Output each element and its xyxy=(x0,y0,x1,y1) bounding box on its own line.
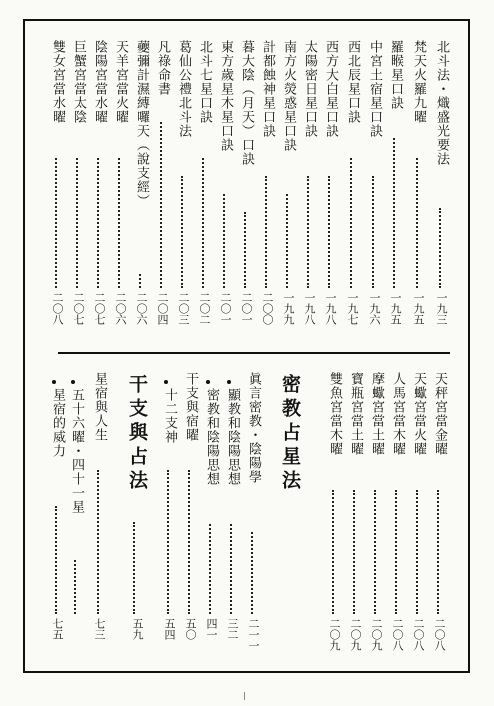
toc-entry-page: 二〇六 xyxy=(114,292,127,325)
toc-entry-page: 二〇八 xyxy=(433,618,446,651)
toc-entry-title[interactable]: 干支與宿曜 xyxy=(183,372,198,442)
leader-dots xyxy=(55,506,63,614)
toc-entry-title[interactable]: 凡祿命書 xyxy=(155,40,170,96)
leader-dots xyxy=(55,158,63,288)
toc-entry-title[interactable]: 東方歲星木星口訣 xyxy=(218,40,233,152)
section-title-ganzhi-divination[interactable]: 干支與占法 xyxy=(126,374,148,494)
toc-entry-title[interactable]: 葛仙公禮北斗法 xyxy=(176,40,191,138)
leader-dots xyxy=(416,490,424,614)
leader-dots xyxy=(439,208,447,288)
leader-dots xyxy=(307,176,315,288)
toc-entry-page: 五四 xyxy=(163,618,176,640)
toc-entry-page: 二〇八 xyxy=(51,292,64,325)
toc-entry-page: 二〇〇 xyxy=(261,292,274,325)
leader-dots xyxy=(265,176,273,288)
leader-dots xyxy=(223,194,231,288)
section-title-esoteric-astrology[interactable]: 密教占星法 xyxy=(279,374,301,494)
toc-entry-page: 二〇七 xyxy=(93,292,106,325)
toc-entry-page: 一九八 xyxy=(303,292,316,325)
leader-dots xyxy=(286,194,294,288)
toc-entry-title[interactable]: 雙女宮當水曜 xyxy=(50,40,65,124)
toc-entry-title[interactable]: 星宿與人生 xyxy=(92,372,107,442)
toc-entry-title[interactable]: 虁彌計濕縛囉天（說支經） xyxy=(134,40,149,208)
toc-entry-page: 二〇七 xyxy=(72,292,85,325)
toc-entry-page: 二〇九 xyxy=(349,618,362,651)
leader-dots xyxy=(251,532,259,614)
toc-entry-title[interactable]: 摩蠍宮當土曜 xyxy=(369,372,384,456)
leader-dots xyxy=(74,560,82,614)
toc-entry-page: 二〇二 xyxy=(198,292,211,325)
toc-entry-title[interactable]: 眞言密教・陰陽學 xyxy=(246,372,261,484)
toc-entry-title[interactable]: 西方大白星口訣 xyxy=(323,40,338,138)
bullet-dot xyxy=(206,380,210,384)
toc-entry-title[interactable]: 寶瓶宮當土曜 xyxy=(348,372,363,456)
toc-entry-title[interactable]: 星宿的威力 xyxy=(50,388,65,458)
leader-dots xyxy=(118,158,126,288)
toc-entry-page: 一九三 xyxy=(435,292,448,325)
toc-entry-title[interactable]: 梵天火羅九曜 xyxy=(411,40,426,124)
toc-entry-title[interactable]: 巨蟹宮當太陰 xyxy=(71,40,86,124)
leader-dots xyxy=(328,176,336,288)
toc-entry-title[interactable]: 北斗法・熾盛光要法 xyxy=(434,40,449,166)
toc-entry-title[interactable]: 北斗七星口訣 xyxy=(197,40,212,124)
toc-entry-title[interactable]: 人馬宮當木曜 xyxy=(390,372,405,456)
toc-entry-title[interactable]: 西北辰星口訣 xyxy=(345,40,360,124)
leader-dots xyxy=(188,470,196,614)
binding-tick xyxy=(244,692,245,700)
leader-dots xyxy=(230,524,238,614)
bullet-dot xyxy=(52,380,56,384)
toc-entry-title[interactable]: 羅睺星口訣 xyxy=(388,40,403,110)
leader-dots xyxy=(353,490,361,614)
leader-dots xyxy=(133,522,141,614)
toc-entry-page: 二〇八 xyxy=(391,618,404,651)
leader-dots xyxy=(332,490,340,614)
toc-entry-page: 二〇八 xyxy=(412,618,425,651)
toc-entry-title[interactable]: 密教和陰陽思想 xyxy=(204,388,219,486)
toc-entry-page: 一九六 xyxy=(368,292,381,325)
leader-dots xyxy=(350,158,358,288)
toc-entry-page: 一九九 xyxy=(282,292,295,325)
section-divider xyxy=(58,352,450,354)
toc-entry-page: 一九八 xyxy=(324,292,337,325)
bullet-dot xyxy=(164,380,168,384)
toc-entry-title[interactable]: 五十六曜・四十一星 xyxy=(69,388,84,514)
leader-dots xyxy=(97,470,105,614)
toc-entry-page: 二一一 xyxy=(247,618,260,651)
toc-entry-page: 二〇四 xyxy=(156,292,169,325)
toc-entry-title[interactable]: 天蠍宮當火曜 xyxy=(411,372,426,456)
leader-dots xyxy=(393,138,401,288)
leader-dots xyxy=(167,470,175,614)
toc-entry-page: 一九五 xyxy=(389,292,402,325)
leader-dots xyxy=(437,490,445,614)
toc-entry-title[interactable]: 十二支神 xyxy=(162,388,177,444)
leader-dots xyxy=(244,212,252,288)
toc-entry-page: 二〇九 xyxy=(328,618,341,651)
leader-dots xyxy=(374,490,382,614)
leader-dots xyxy=(202,158,210,288)
toc-entry-title[interactable]: 雙魚宮當木曜 xyxy=(327,372,342,456)
leader-dots xyxy=(395,490,403,614)
toc-entry-title[interactable]: 太陽密日星口訣 xyxy=(302,40,317,138)
toc-entry-page: 二〇三 xyxy=(177,292,190,325)
leader-dots xyxy=(181,176,189,288)
toc-entry-page: 七三 xyxy=(93,618,106,640)
toc-entry-page: 二〇九 xyxy=(370,618,383,651)
bullet-dot xyxy=(227,380,231,384)
leader-dots xyxy=(209,524,217,614)
leader-dots xyxy=(139,274,147,288)
toc-entry-title[interactable]: 顯教和陰陽思想 xyxy=(225,388,240,486)
toc-entry-page: 二〇六 xyxy=(135,292,148,325)
toc-entry-page: 五〇 xyxy=(184,618,197,640)
toc-entry-title[interactable]: 暮大陰（月天）口訣 xyxy=(239,40,254,166)
bullet-dot xyxy=(71,380,75,384)
toc-entry-title[interactable]: 南方火熒惑星口訣 xyxy=(281,40,296,152)
toc-entry-title[interactable]: 天秤宮當金曜 xyxy=(432,372,447,456)
leader-dots xyxy=(76,158,84,288)
toc-entry-page: 二〇一 xyxy=(219,292,232,325)
toc-entry-page: 五九 xyxy=(131,618,144,640)
toc-entry-title[interactable]: 天羊宮當火曜 xyxy=(113,40,128,124)
leader-dots xyxy=(97,158,105,288)
toc-entry-page: 三二 xyxy=(226,618,239,640)
toc-entry-title[interactable]: 計都蝕神星口訣 xyxy=(260,40,275,138)
toc-entry-page: 四一 xyxy=(205,618,218,640)
toc-entry-page: 二〇一 xyxy=(240,292,253,325)
leader-dots xyxy=(160,122,168,288)
toc-entry-page: 一九五 xyxy=(412,292,425,325)
leader-dots xyxy=(416,158,424,288)
toc-entry-title[interactable]: 陰陽宮當水曜 xyxy=(92,40,107,124)
toc-entry-title[interactable]: 中宮土宿星口訣 xyxy=(367,40,382,138)
leader-dots xyxy=(372,176,380,288)
toc-entry-page: 一九七 xyxy=(346,292,359,325)
toc-entry-page: 七五 xyxy=(51,618,64,640)
